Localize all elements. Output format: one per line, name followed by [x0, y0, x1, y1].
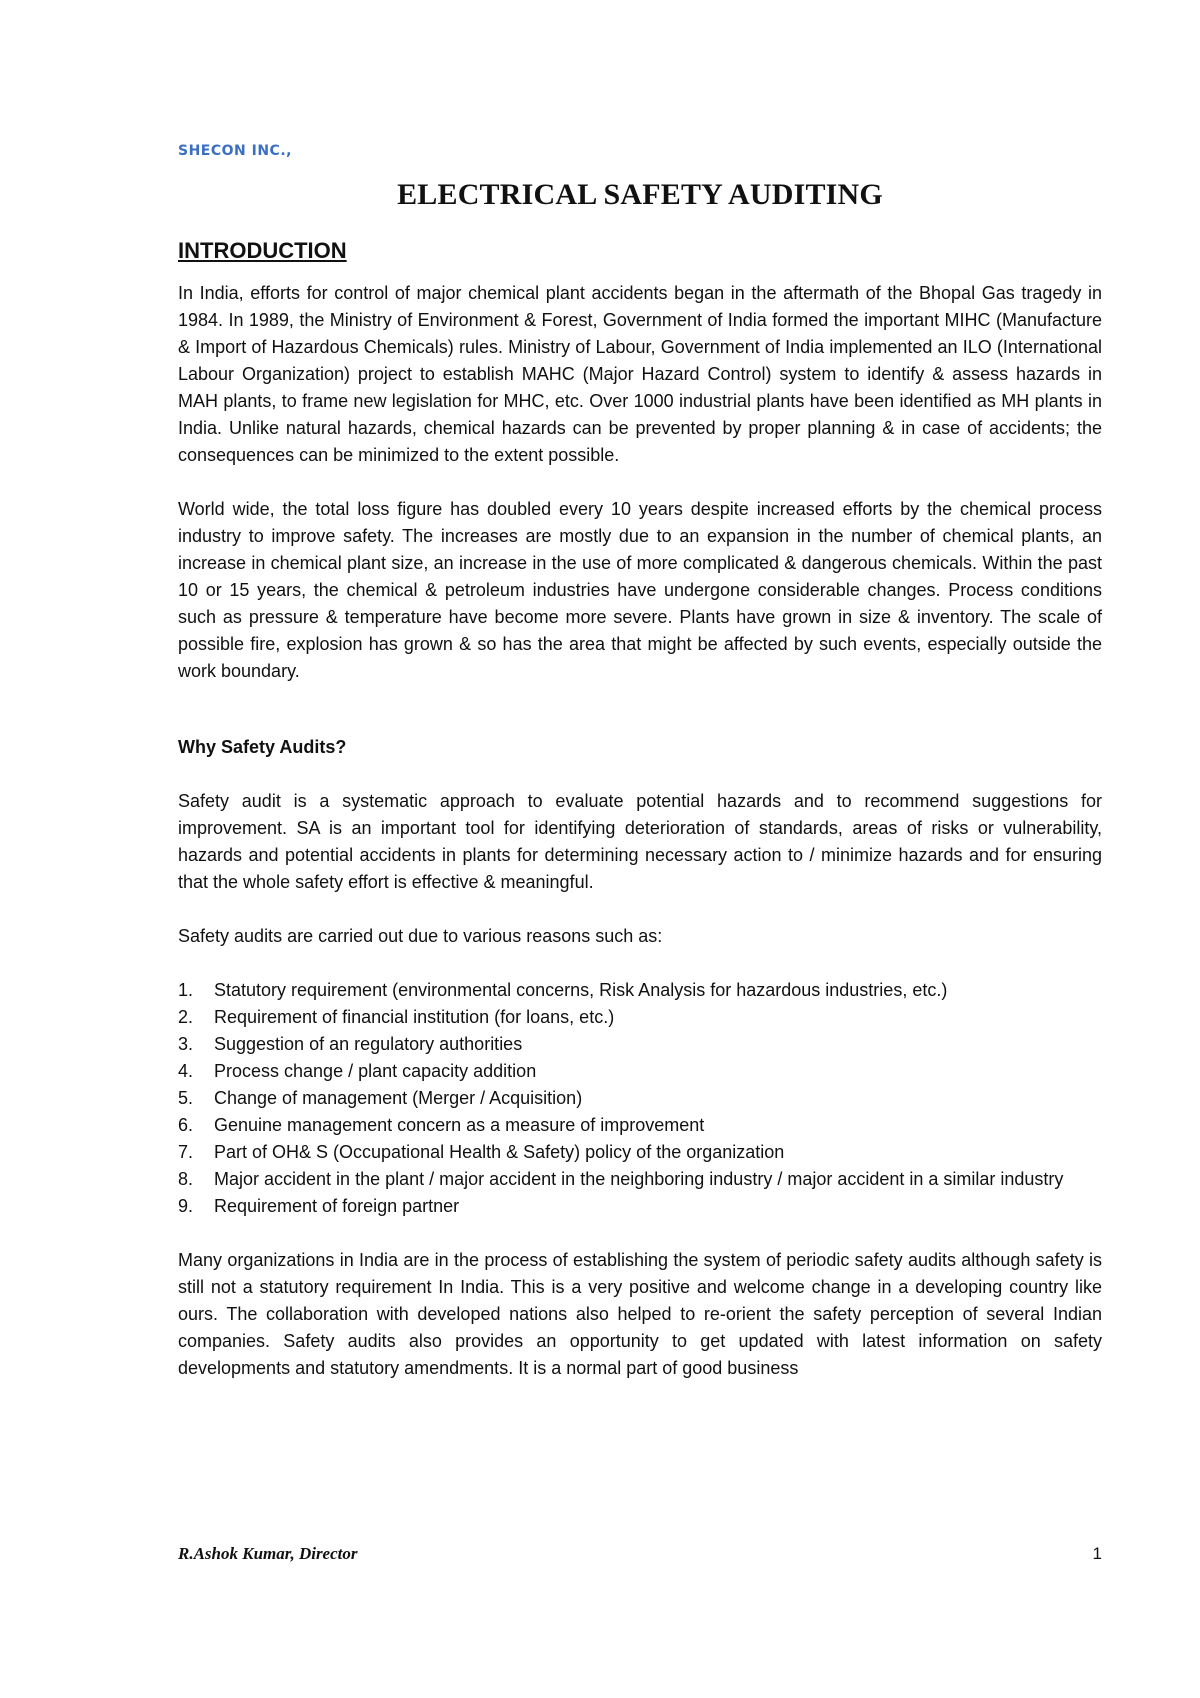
list-item [178, 1193, 1102, 1220]
intro-paragraph-2: World wide, the total loss figure has doubled every 10 years despite increased efforts by the chemical process industry to improve safety. The increases are mostly due to an expansion in the number of chemical plants, an increase in chemical plant size, an increase in the use of more complicated & dangerous chemicals. Within the past 10 or 15 years, the chemical & petroleum industries have undergone considerable changes. Process conditions such as pressure & temperature have become more severe. Plants have grown in size & inventory. The scale of possible fire, explosion has grown & so has the area that might be affected by such events, especially outside the work boundary. [178, 499, 1102, 681]
list-item [178, 1004, 1102, 1031]
list-item-number: 4. [178, 1061, 194, 1081]
list-item-number: 7. [178, 1142, 194, 1162]
introduction-heading: INTRODUCTION [178, 238, 347, 263]
company-name: SHECON INC., [178, 143, 292, 159]
list-item [178, 1139, 1102, 1166]
list-item [178, 1166, 1102, 1193]
list-item-text: Statutory requirement (environmental concerns, Risk Analysis for hazardous industries, etc.) [214, 980, 948, 1000]
list-item-text: Change of management (Merger / Acquisition) [214, 1088, 583, 1108]
list-item [178, 1058, 1102, 1085]
list-item-text: Part of OH& S (Occupational Health & Safety) policy of the organization [214, 1142, 785, 1162]
document-title: ELECTRICAL SAFETY AUDITING [397, 178, 883, 211]
page-number: 1 [1092, 1544, 1102, 1563]
footer-author: R.Ashok Kumar, Director [178, 1544, 358, 1563]
list-item [178, 977, 1102, 1004]
list-item-number: 9. [178, 1196, 194, 1216]
why-safety-audits-heading: Why Safety Audits? [178, 737, 347, 757]
list-item-text: Genuine management concern as a measure of improvement [214, 1115, 705, 1135]
list-item-number: 8. [178, 1169, 194, 1189]
list-item-number: 5. [178, 1088, 194, 1108]
closing-paragraph: Many organizations in India are in the process of establishing the system of periodic safety audits although safety is still not a statutory requirement In India. This is a very positive and welcome change in a developing country like ours. The collaboration with developed nations also helped to re-orient the safety perception of several Indian companies. Safety audits also provides an opportunity to get updated with latest information on safety developments and statutory amendments. It is a normal part of good business [178, 1250, 1102, 1378]
reasons-list [178, 977, 1102, 1220]
list-item [178, 1112, 1102, 1139]
list-item-text: Requirement of financial institution (for loans, etc.) [214, 1007, 615, 1027]
list-item-number: 2. [178, 1007, 194, 1027]
document-body [178, 236, 1102, 1409]
list-item [178, 1085, 1102, 1112]
why-paragraph: Safety audit is a systematic approach to evaluate potential hazards and to recommend suggestions for improvement. SA is an important tool for identifying deterioration of standards, areas of risks or vulnerability, hazards and potential accidents in plants for determining necessary action to / minimize hazards and for ensuring that the whole safety effort is effective & meaningful. [178, 791, 1102, 892]
list-item [178, 1031, 1102, 1058]
list-item-number: 1. [178, 980, 194, 1000]
list-item-number: 6. [178, 1115, 194, 1135]
page-footer [178, 1544, 1102, 1564]
list-item-text: Process change / plant capacity addition [214, 1061, 537, 1081]
list-item-text: Requirement of foreign partner [214, 1196, 460, 1216]
reasons-intro: Safety audits are carried out due to various reasons such as: [178, 926, 663, 946]
intro-paragraph-1: In India, efforts for control of major chemical plant accidents began in the aftermath of the Bhopal Gas tragedy in 1984. In 1989, the Ministry of Environment & Forest, Government of India formed the important MIHC (Manufacture & Import of Hazardous Chemicals) rules. Ministry of Labour, Government of India implemented an ILO (International Labour Organization) project to establish MAHC (Major Hazard Control) system to identify & assess hazards in MAH plants, to frame new legislation for MHC, etc. Over 1000 industrial plants have been identified as MH plants in India. Unlike natural hazards, chemical hazards can be prevented by proper planning & in case of accidents; the consequences can be minimized to the extent possible. [178, 283, 1102, 465]
list-item-number: 3. [178, 1034, 194, 1054]
list-item-text: Suggestion of an regulatory authorities [214, 1034, 523, 1054]
list-item-text: Major accident in the plant / major accident in the neighboring industry / major accident in a similar industry [214, 1169, 1064, 1189]
